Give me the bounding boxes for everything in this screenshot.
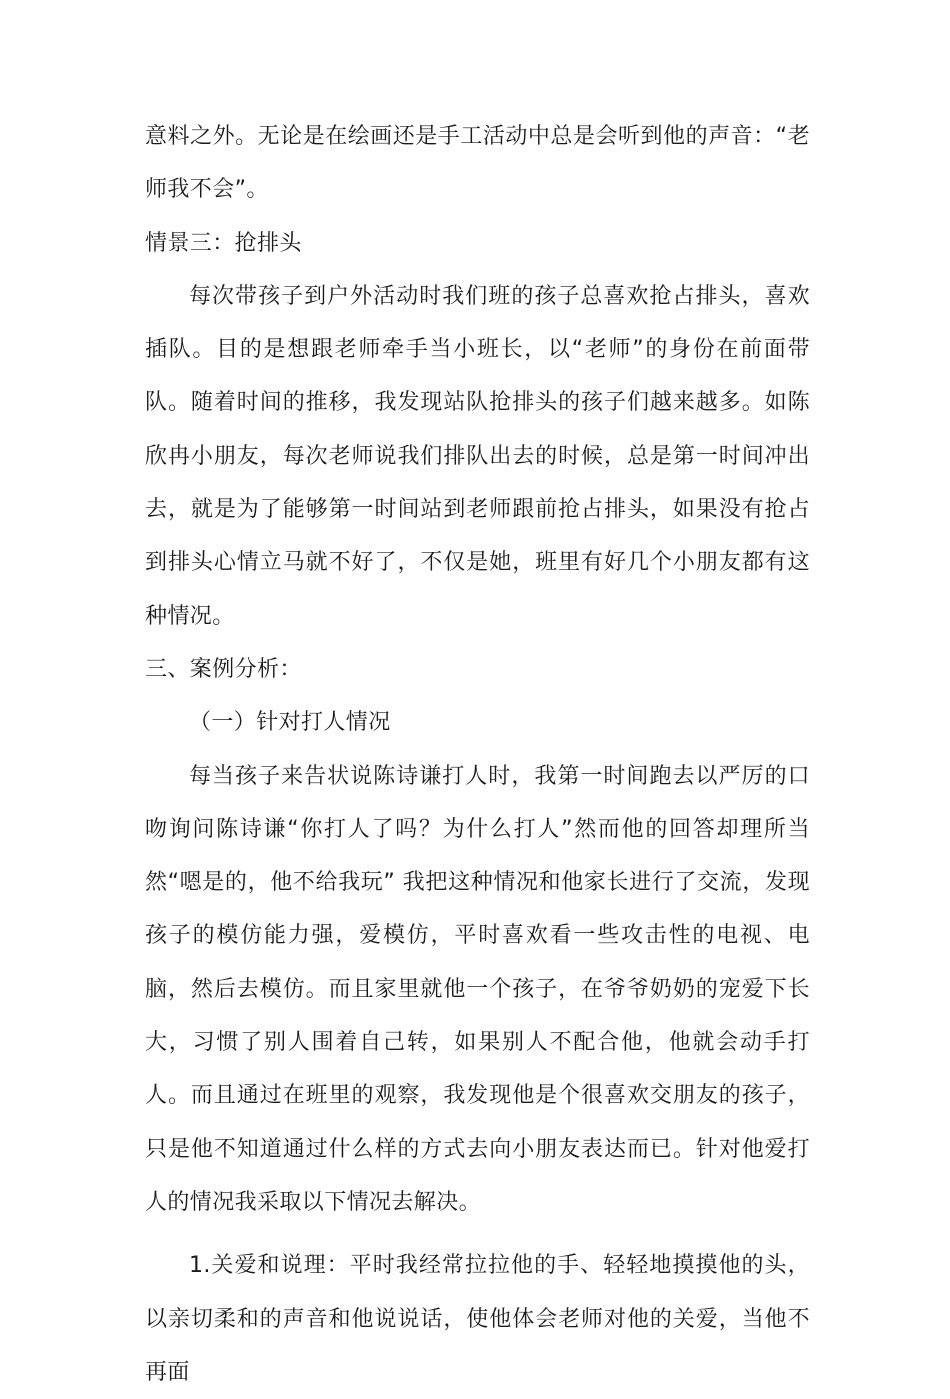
paragraph-scenario-three: 每次带孩子到户外活动时我们班的孩子总喜欢抢占排头，喜欢插队。目的是想跟老师牵手当小班长，以“老师”的身份在前面带队。随着时间的推移，我发现站队抢排头的孩子们越来越多。如陈欣冉小朋友，每次老师说我们排队出去的时候，总是第一时间冲出去，就是为了能够第一时间站到老师跟前抢占排头，如果没有抢占到排头心情立马就不好了，不仅是她，班里有好几个小朋友都有这种情况。 bbox=[145, 283, 810, 629]
paragraph-hitting-analysis: 每当孩子来告状说陈诗谦打人时，我第一时间跑去以严厉的口吻询问陈诗谦“你打人了吗？为什么打人”然而他的回答却理所当然“嗯是的，他不给我玩” 我把这种情况和他家长进行了交流，发现孩子的模仿能力强，爱模仿，平时喜欢看一些攻击性的电视、电脑，然后去模仿。而且家里就他一个孩子，在爷爷奶奶的宠爱下长大，习惯了别人围着自己转，如果别人不配合他，他就会动手打人。而且通过在班里的观察，我发现他是个很喜欢交朋友的孩子，只是他不知道通过什么样的方式去向小朋友表达而已。针对他爱打人的情况我采取以下情况去解决。 bbox=[145, 763, 810, 1215]
paragraph-care-and-reasoning: 1.关爱和说理：平时我经常拉拉他的手、轻轻地摸摸他的头，以亲切柔和的声音和他说说话，使他体会老师对他的关爱，当他不再面 bbox=[145, 1253, 810, 1385]
document-body bbox=[145, 110, 810, 1399]
section-heading-case-analysis: 三、案例分析： bbox=[145, 656, 302, 682]
scenario-heading: 情景三：抢排头 bbox=[145, 230, 302, 256]
paragraph-spacer bbox=[145, 1229, 810, 1239]
subsection-heading-hitting: （一）针对打人情况 bbox=[189, 710, 391, 736]
paragraph-continuation: 意料之外。无论是在绘画还是手工活动中总是会听到他的声音：“老师我不会”。 bbox=[145, 124, 810, 203]
